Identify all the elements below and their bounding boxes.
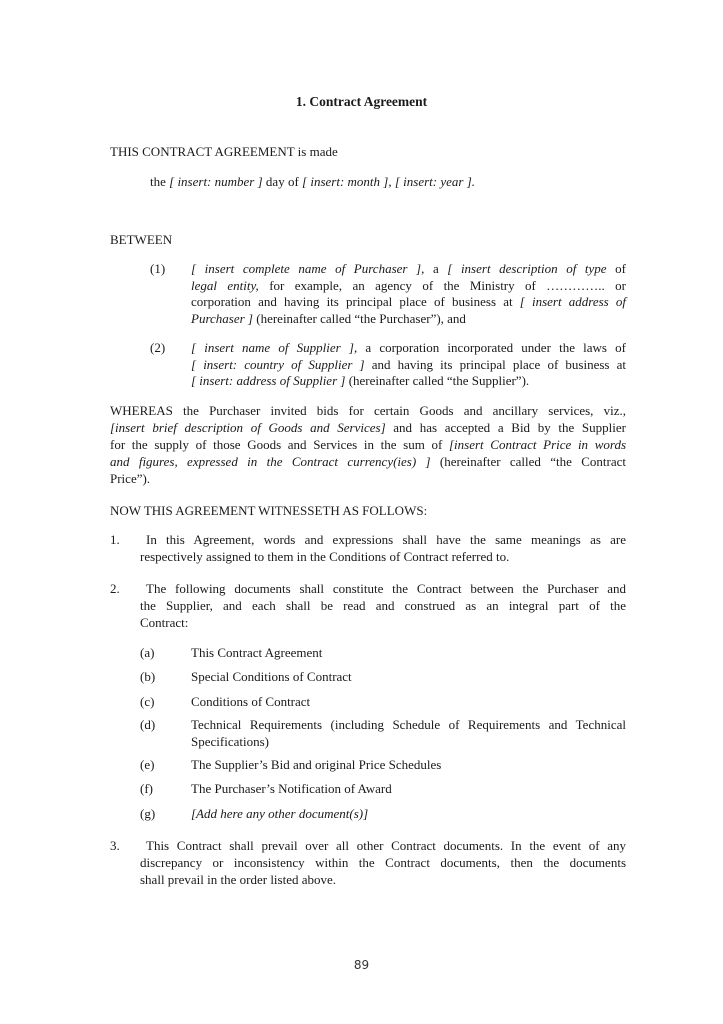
text: corporation and having its principal place of business at <box>191 294 520 310</box>
text: a <box>424 261 448 276</box>
text-line <box>191 260 626 277</box>
clause-text-line: shall prevail in the order listed above. <box>140 871 337 887</box>
text: for the supply of those Goods and Services in the sum of <box>110 437 449 452</box>
document-item-label: (a) <box>140 645 155 660</box>
text-line <box>110 402 626 419</box>
clause-number: 2. <box>110 581 120 596</box>
placeholder-text: [ insert complete name of Purchaser ], <box>191 261 425 276</box>
clause-text-line: the Supplier, and each shall be read and construed as an integral part of the <box>140 597 626 613</box>
document-item-label: (d) <box>140 717 156 732</box>
text: of <box>606 261 626 276</box>
clause-text-line: Contract: <box>140 614 189 630</box>
text: , <box>388 174 395 189</box>
party-label: (1) <box>150 261 166 276</box>
between-label: BETWEEN <box>110 232 173 247</box>
document-item-label: (c) <box>140 694 155 709</box>
document-item-text: Technical Requirements (including Schedule of Requirements and Technical <box>191 717 626 732</box>
text-line <box>191 293 626 310</box>
document-item-label: (e) <box>140 757 155 772</box>
text-line <box>110 436 626 453</box>
placeholder-text: and figures, expressed in the Contract currency(ies) ] <box>110 454 431 469</box>
text: (hereinafter called “the Purchaser”), and <box>253 311 466 327</box>
text-line <box>110 419 626 436</box>
text-line <box>191 277 626 294</box>
page-title: 1. Contract Agreement <box>295 94 428 109</box>
party-label: (2) <box>150 340 166 355</box>
text: and having its principal place of business at <box>364 356 626 372</box>
document-item-label: (f) <box>140 781 153 796</box>
clause-text-line: respectively assigned to them in the Conditions of Contract referred to. <box>140 548 510 564</box>
document-item-text: The Supplier’s Bid and original Price Schedules <box>191 757 442 772</box>
placeholder-number: [ insert: number ] <box>169 174 263 189</box>
clause-text-line: This Contract shall prevail over all other Contract documents. In the event of any <box>146 838 626 853</box>
intro-date-line <box>150 173 475 190</box>
text-line <box>191 339 626 356</box>
placeholder-text: [insert brief description of Goods and Services] <box>110 420 386 435</box>
placeholder-text: legal entity, <box>191 277 259 293</box>
text: (hereinafter called “the Contract <box>430 454 626 469</box>
placeholder-text: [ insert name of Supplier ], <box>191 340 358 355</box>
placeholder-month: [ insert: month ] <box>302 174 389 189</box>
clause-text-line: discrepancy or inconsistency within the Contract documents, then the documents <box>140 854 626 870</box>
text: day of <box>262 174 303 189</box>
clause-text-line: In this Agreement, words and expressions shall have the same meanings as are <box>146 532 626 547</box>
placeholder-year: [ insert: year ]. <box>394 174 476 189</box>
clause-number: 1. <box>110 532 120 547</box>
document-item-text: Special Conditions of Contract <box>191 669 352 684</box>
text: and has accepted a Bid by the Supplier <box>385 420 626 435</box>
text-line <box>110 453 626 470</box>
document-item-text: Conditions of Contract <box>191 694 311 709</box>
page-number: 89 <box>353 958 370 972</box>
placeholder-text: Purchaser ] <box>191 311 253 327</box>
placeholder-text: [ insert: address of Supplier ] <box>191 373 346 389</box>
text: WHEREAS the Purchaser invited bids for certain Goods and ancillary services, viz., <box>110 403 626 418</box>
text: the <box>150 174 170 189</box>
text-line <box>191 310 626 327</box>
text-line <box>191 372 626 389</box>
document-item-label: (g) <box>140 806 156 821</box>
document-item-text: [Add here any other document(s)] <box>191 806 369 821</box>
document-item-text: The Purchaser’s Notification of Award <box>191 781 392 796</box>
text-line <box>110 470 626 487</box>
placeholder-text: [ insert address of <box>519 294 626 310</box>
intro-line: THIS CONTRACT AGREEMENT is made <box>110 144 338 159</box>
text: Price”). <box>110 471 151 486</box>
placeholder-text: [ insert description of type <box>447 261 607 276</box>
placeholder-text: [ insert: country of Supplier ] <box>191 356 365 372</box>
text: a corporation incorporated under the laws of <box>357 340 626 355</box>
document-item-text: Specifications) <box>191 734 269 749</box>
document-item-text: This Contract Agreement <box>191 645 323 660</box>
text: (hereinafter called “the Supplier”). <box>345 373 530 389</box>
witnesseth-heading: NOW THIS AGREEMENT WITNESSETH AS FOLLOWS: <box>110 503 428 518</box>
document-item-label: (b) <box>140 669 156 684</box>
clause-number: 3. <box>110 838 120 853</box>
text: for example, an agency of the Ministry of ………….. or <box>258 277 626 293</box>
clause-text-line: The following documents shall constitute the Contract between the Purchaser and <box>146 581 626 596</box>
text-line <box>191 356 626 373</box>
placeholder-text: [insert Contract Price in words <box>448 437 627 452</box>
